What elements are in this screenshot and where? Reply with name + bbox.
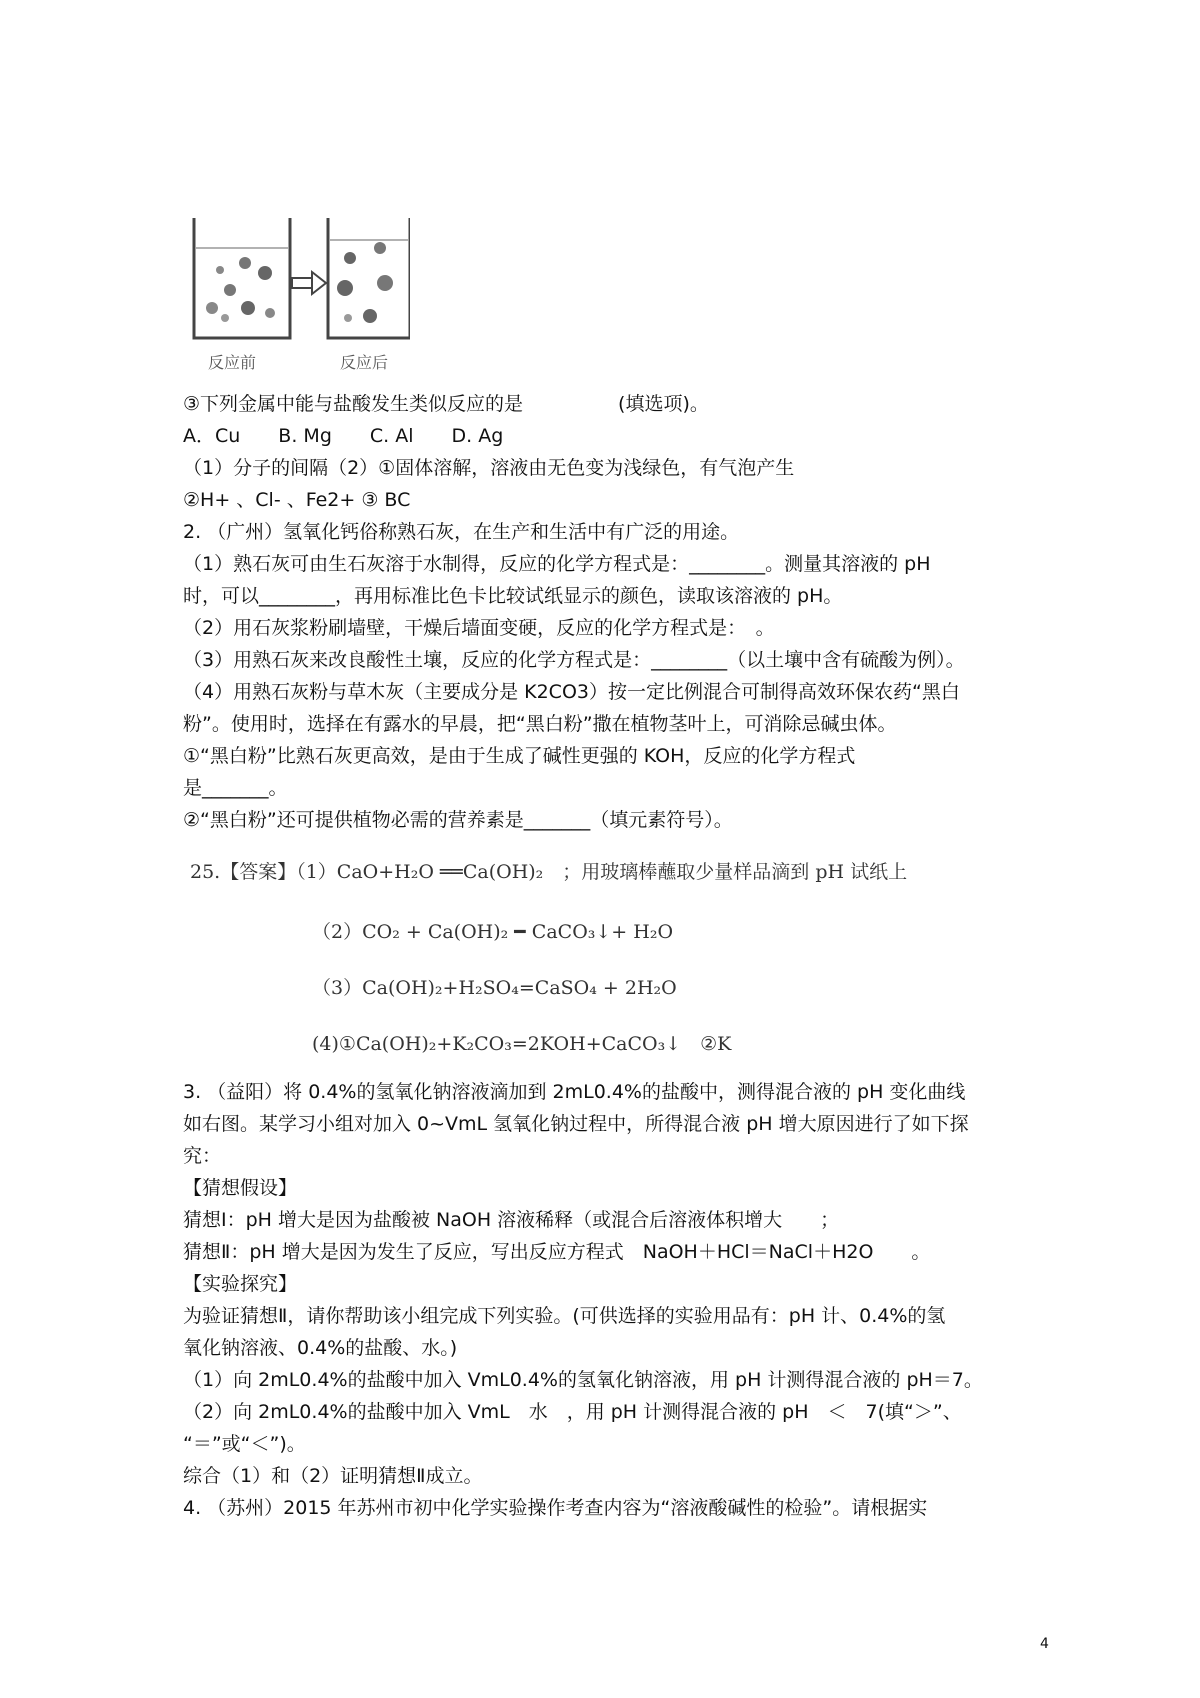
text-line: 氧化钠溶液、0.4%的盐酸、水。) (183, 1337, 458, 1359)
text-line: 2. （广州）氢氧化钙俗称熟石灰，在生产和生活中有广泛的用途。 (183, 521, 740, 543)
text-line: ②H+ 、Cl- 、Fe2+ ③ BC (183, 489, 411, 511)
text-line: 是_______。 (183, 777, 288, 799)
text-line: 综合（1）和（2）证明猜想Ⅱ成立。 (183, 1465, 483, 1487)
text-line: （1）熟石灰可由生石灰溶于水制得，反应的化学方程式是：________。测量其溶液的 pH (183, 553, 931, 575)
text-line: （2）向 2mL0.4%的盐酸中加入 VmL 水 ，用 pH 计测得混合液的 pH ＜ 7(填“＞”、 (183, 1401, 962, 1423)
page-number: 4 (1040, 1636, 1049, 1652)
text-line: 猜想Ⅰ：pH 增大是因为盐酸被 NaOH 溶液稀释（或混合后溶液体积增大 ； (183, 1209, 840, 1231)
text-line: ①“黑白粉”比熟石灰更高效，是由于生成了碱性更强的 KOH，反应的化学方程式 (183, 745, 856, 767)
text-line: 【猜想假设】 (183, 1177, 298, 1199)
text-line: 时，可以________，再用标准比色卡比较试纸显示的颜色，读取该溶液的 pH。 (183, 585, 843, 607)
text-line: 4. （苏州）2015 年苏州市初中化学实验操作考查内容为“溶液酸碱性的检验”。请根据实 (183, 1497, 928, 1519)
text-line: （4）用熟石灰粉与草木灰（主要成分是 K2CO3）按一定比例混合可制得高效环保农药“黑白 (183, 681, 960, 703)
figure-label-after: 反应后 (340, 353, 389, 372)
text-line: 粉”。使用时，选择在有露水的早晨，把“黑白粉”撒在植物茎叶上，可消除忌碱虫体。 (183, 713, 897, 735)
text-line: 如右图。某学习小组对加入 0~VmL 氢氧化钠过程中，所得混合液 pH 增大原因进行了如下探 (183, 1113, 969, 1135)
text-line: 【实验探究】 (183, 1273, 298, 1295)
text-line: 究： (183, 1145, 222, 1167)
text-line: ③下列金属中能与盐酸发生类似反应的是 (填选项)。 (183, 393, 709, 415)
beaker-reaction-figure (190, 218, 410, 388)
arrow-right-icon (292, 272, 326, 294)
answer-line: （3）Ca(OH)₂+H₂SO₄=CaSO₄ + 2H₂O (312, 977, 677, 999)
answer-line: 25.【答案】（1）CaO+H₂O ══Ca(OH)₂ ；用玻璃棒蘸取少量样品滴到 pH 试纸上 (190, 861, 908, 883)
answer-line: （2）CO₂ + Ca(OH)₂ ━ CaCO₃↓+ H₂O (312, 921, 674, 943)
text-line: A．Cu B. Mg C. Al D. Ag (183, 425, 504, 447)
text-line: 猜想Ⅱ：pH 增大是因为发生了反应，写出反应方程式 NaOH＋HCl＝NaCl＋H2O 。 (183, 1241, 931, 1263)
text-line: “＝”或“＜”)。 (183, 1433, 306, 1455)
beaker-before (194, 218, 290, 338)
figure-label-before: 反应前 (208, 353, 257, 372)
text-line: 为验证猜想Ⅱ，请你帮助该小组完成下列实验。(可供选择的实验用品有：pH 计、0.4%的氢 (183, 1305, 946, 1327)
text-line: （1）分子的间隔（2）①固体溶解，溶液由无色变为浅绿色，有气泡产生 (183, 457, 795, 479)
answer-line: (4)①Ca(OH)₂+K₂CO₃=2KOH+CaCO₃↓ ②K (312, 1033, 732, 1055)
text-line: ②“黑白粉”还可提供植物必需的营养素是_______（填元素符号）。 (183, 809, 733, 831)
beaker-after (328, 218, 410, 338)
text-line: （2）用石灰浆粉刷墙壁，干燥后墙面变硬，反应的化学方程式是： 。 (183, 617, 775, 639)
text-line: 3. （益阳）将 0.4%的氢氧化钠溶液滴加到 2mL0.4%的盐酸中，测得混合液的 pH 变化曲线 (183, 1081, 966, 1103)
text-line: （3）用熟石灰来改良酸性土壤，反应的化学方程式是：________（以土壤中含有硫酸为例）。 (183, 649, 965, 671)
text-line: （1）向 2mL0.4%的盐酸中加入 VmL0.4%的氢氧化钠溶液，用 pH 计测得混合液的 pH＝7。 (183, 1369, 983, 1391)
